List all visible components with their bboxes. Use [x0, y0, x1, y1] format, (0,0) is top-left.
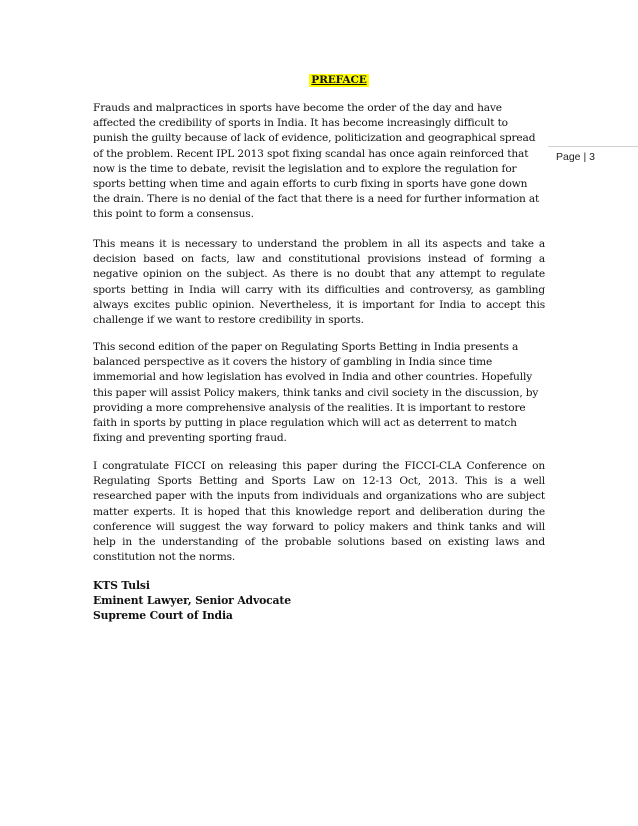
paragraph-1: Frauds and malpractices in sports have become the order of the day and have affected the credibility of sports in India. It has become increasingly difficult to punish the guilty because of lack of evidence, politicization and geographical spread of the problem. Recent IPL 2013 spot fixing scandal has once again reinforced that now is the time to debate, revisit the legislation and to explore the regulation for sports betting when time and again efforts to curb fixing in sports have gone down the drain. There is no denial of the fact that there is a need for further information at this point to form a consensus. — [93, 102, 540, 221]
page-title: PREFACE — [311, 74, 367, 86]
signature-name: KTS Tulsi — [93, 579, 150, 592]
title-row — [93, 73, 545, 88]
paragraph-2: This means it is necessary to understand the problem in all its aspects and take a decision based on facts, law and constitutional provisions instead of forming a negative opinion on the subject. As there is no doubt that any attempt to regulate sports betting in India will carry with its difficulties and controversy, as gambling always excites public opinion. Nevertheless, it is important for India to accept this challenge if we want to restore credibility in sports. — [93, 238, 545, 327]
signature-organization: Supreme Court of India — [93, 609, 233, 623]
paragraph-3: This second edition of the paper on Regulating Sports Betting in India presents a balanced perspective as it covers the history of gambling in India since time immemorial and how legislation has evolved in India and other countries. Hopefully this paper will assist Policy makers, think tanks and civil society in the discussion, by providing a more comprehensive analysis of the realities. It is important to restore faith in sports by putting in place regulation which will act as deterrent to match fixing and preventing sporting fraud. — [93, 341, 539, 445]
signature-designation: Eminent Lawyer, Senior Advocate — [93, 594, 291, 608]
signature-block — [93, 578, 291, 624]
page-margin-rule — [548, 146, 638, 147]
page-number: Page | 3 — [556, 151, 595, 163]
paragraph-4: I congratulate FICCI on releasing this paper during the FICCI-CLA Conference on Regulating Sports Betting and Sports Law on 12-13 Oct, 2013. This is a well researched paper with the inputs from individuals and organizations who are subject matter experts. It is hoped that this knowledge report and deliberation during the conference will suggest the way forward to policy makers and think tanks and will help in the understanding of the probable solutions based on existing laws and constitution not the norms. — [93, 460, 545, 564]
